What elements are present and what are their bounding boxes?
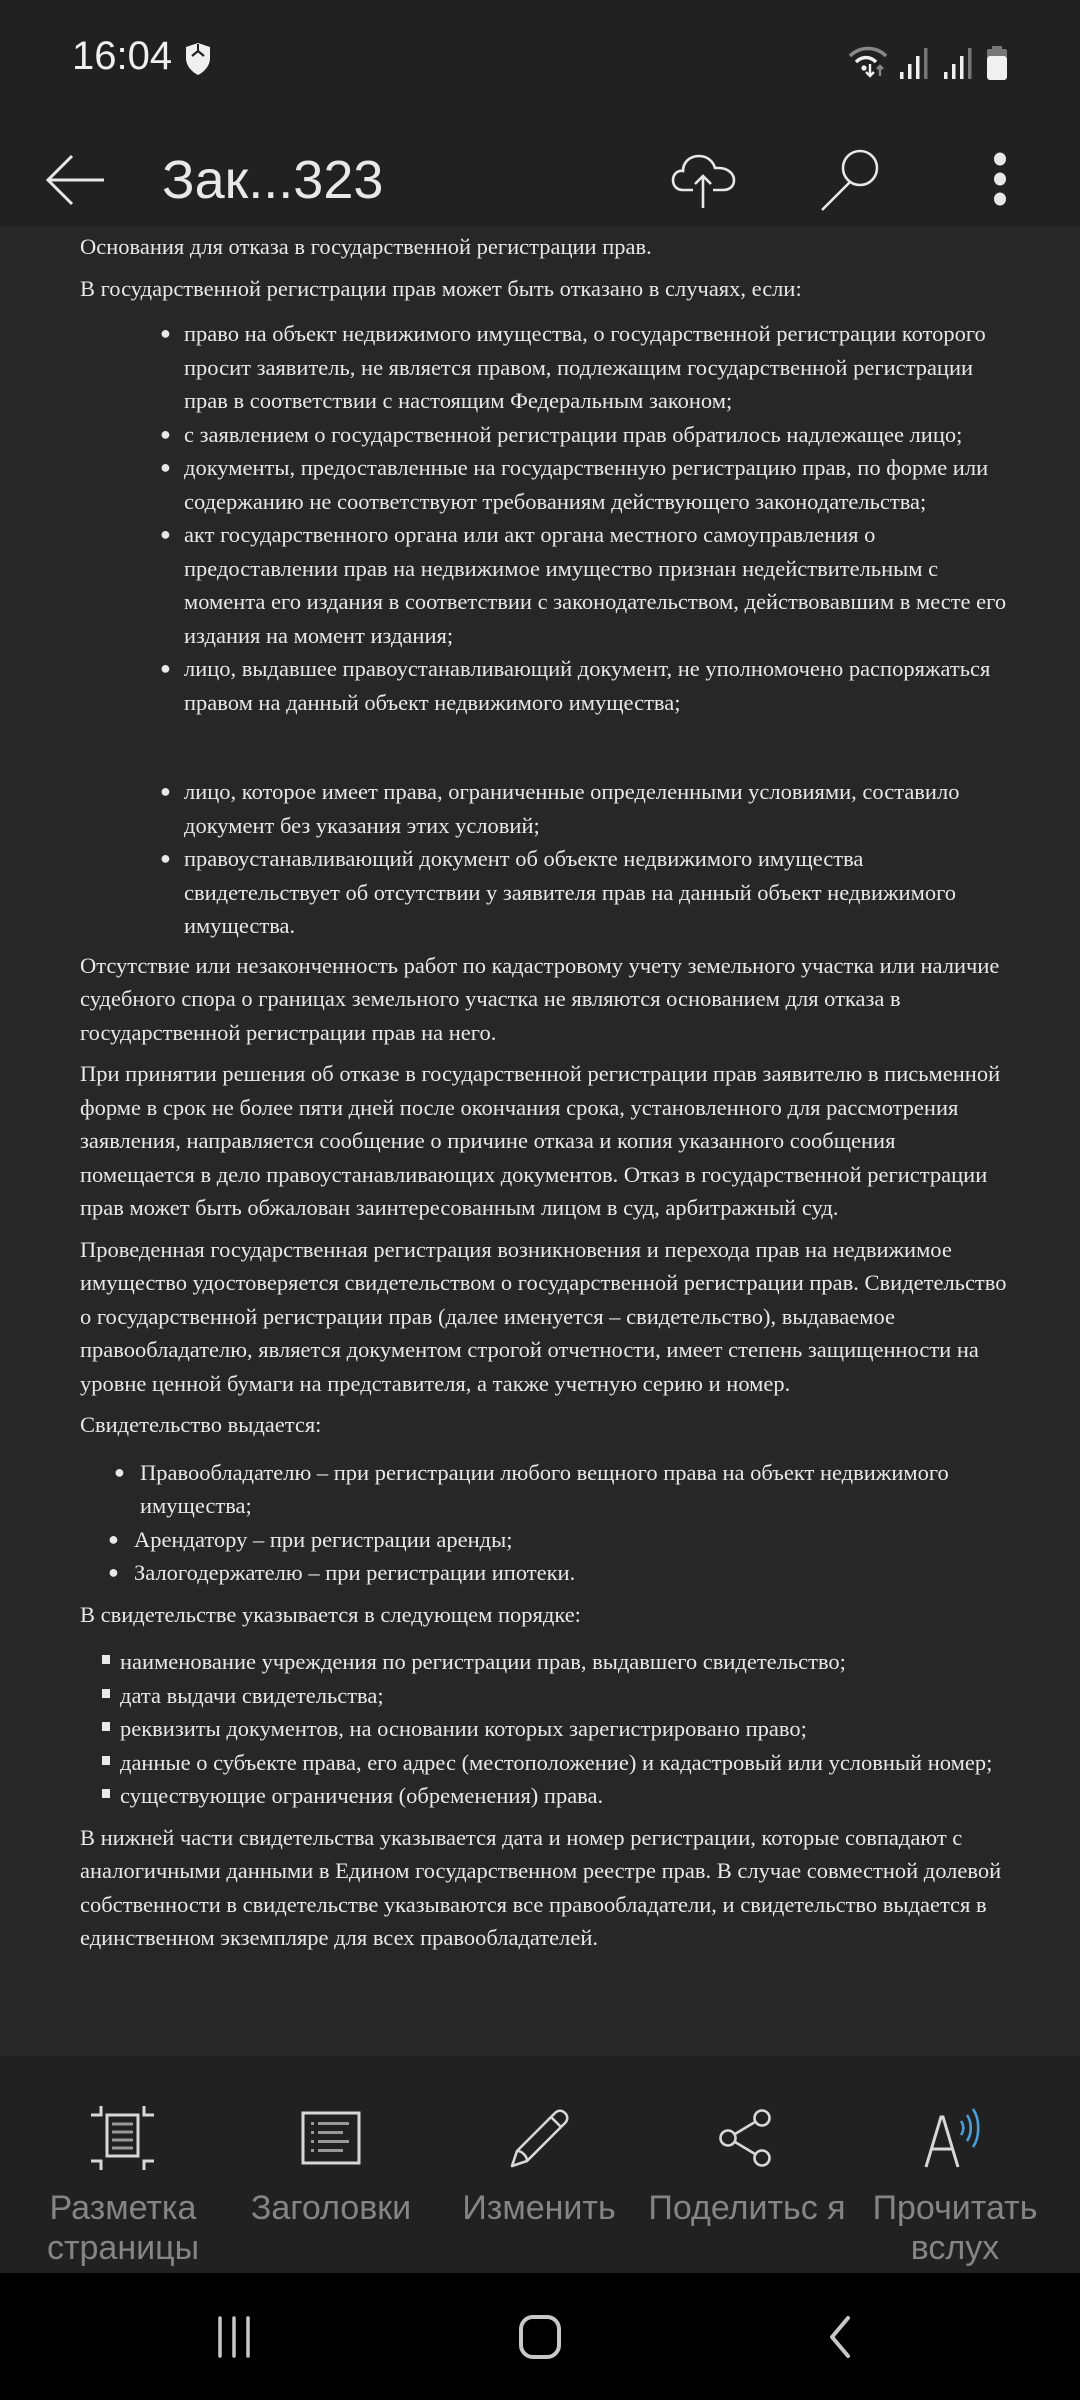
- system-back-button[interactable]: [780, 2297, 900, 2377]
- paragraph: В государственной регистрации прав может быть отказано в случаях, если:: [80, 275, 802, 301]
- issued-to-list: [108, 1456, 1010, 1590]
- back-button[interactable]: [36, 136, 116, 224]
- list-item: наименование учреждения по регистрации прав, выдавшего свидетельство;: [102, 1645, 1010, 1679]
- square-bullet-icon: [102, 1655, 110, 1664]
- headings-button[interactable]: [226, 2098, 436, 2273]
- bullet-icon: ●: [108, 1562, 119, 1582]
- square-bullet-icon: [102, 1689, 110, 1698]
- read-aloud-icon: [924, 2107, 986, 2169]
- recents-icon: [216, 2316, 256, 2358]
- list-item: ● право на объект недвижимого имущества, о государственной регистрации которого просит заявитель, не является правом, подлежащим государственной регистрации прав в соответствии с настоящим Федеральным законом;: [160, 317, 1010, 418]
- list-item: ● Залогодержателю – при регистрации ипотеки.: [108, 1556, 1010, 1590]
- status-time: 16:04: [72, 34, 173, 78]
- bullet-icon: ●: [108, 1528, 119, 1549]
- page-layout-icon: [91, 2106, 155, 2170]
- more-options-button[interactable]: [956, 136, 1044, 224]
- document-title: Зак...323: [162, 150, 384, 210]
- back-arrow-icon: [46, 154, 106, 206]
- read-aloud-button[interactable]: [850, 2098, 1060, 2273]
- bullet-icon: ●: [160, 781, 171, 801]
- bullet-icon: ●: [160, 423, 171, 444]
- bullet-icon: ●: [160, 848, 171, 868]
- toolbar-label: Разметка страницы: [46, 2189, 200, 2267]
- list-item: ● акт государственного органа или акт органа местного самоуправления о предоставлении прав на недвижимое имущество признан недействительным с момента его издания в соответствии с законодательством, действовавшим в месте его издания на момент издания;: [160, 518, 1010, 652]
- battery-icon: [986, 46, 1008, 80]
- square-bullet-icon: [102, 1722, 110, 1731]
- list-item: ● Арендатору – при регистрации аренды;: [108, 1523, 1010, 1557]
- list-item: дата выдачи свидетельства;: [102, 1679, 1010, 1713]
- paragraph: При принятии решения об отказе в государственной регистрации прав заявителю в письменной форме в срок не более пяти дней после окончания срока, установленного для рассмотрения заявления, направляется сообщение о причине отказа и копия указанного сообщения помещается в дело правоустанавливающих документов. Отказ в государственной регистрации прав может быть обжалован заинтересованным лицом в суд, арбитражный суд.: [80, 1061, 1001, 1220]
- system-nav-bar: [0, 2273, 1080, 2400]
- paragraph: Отсутствие или незаконченность работ по кадастровому учету земельного участка или наличие судебного спора о границах земельного участка не являются основанием для отказа в государственной регистрации прав на него.: [80, 952, 1000, 1045]
- cloud-upload-button[interactable]: [660, 136, 748, 224]
- paragraph: Проведенная государственная регистрация возникновения и перехода прав на недвижимое имущество удостоверяется свидетельством о государственной регистрации прав. Свидетельство о государственной регистрации прав (далее именуется – свидетельство), выдаваемое правообладателю, является документом строгой отчетности, имеет степень защищенности на уровне ценной бумаги на представителя, а также учетную серию и номер.: [80, 1236, 1007, 1396]
- home-icon: [518, 2314, 562, 2360]
- headings-list-icon: [301, 2111, 361, 2165]
- app-bar: [0, 120, 1080, 240]
- back-icon: [826, 2315, 854, 2359]
- share-button[interactable]: [642, 2098, 852, 2273]
- bullet-icon: ●: [160, 524, 171, 544]
- pencil-icon: [509, 2108, 569, 2168]
- bullet-icon: ●: [160, 658, 171, 678]
- bottom-toolbar: [0, 2058, 1080, 2273]
- cloud-upload-icon: [671, 150, 737, 210]
- share-icon: [718, 2108, 776, 2168]
- signal-icon: [942, 46, 976, 80]
- toolbar-label: Поделитьс я: [648, 2189, 846, 2227]
- toolbar-label: Прочитать вслух: [872, 2189, 1038, 2267]
- list-item: данные о субъекте права, его адрес (местоположение) и кадастровый или условный номер;: [102, 1746, 1010, 1780]
- list-item: ● с заявлением о государственной регистрации прав обратилось надлежащее лицо;: [160, 418, 1010, 452]
- list-item: существующие ограничения (обременения) права.: [102, 1779, 1010, 1813]
- toolbar-label: Изменить: [462, 2189, 616, 2227]
- home-button[interactable]: [480, 2297, 600, 2377]
- bullet-icon: ●: [114, 1461, 125, 1482]
- list-item: ● Правообладателю – при регистрации любого вещного права на объект недвижимого имущества;: [114, 1456, 1010, 1523]
- list-item: ● лицо, выдавшее правоустанавливающий документ, не уполномочено распоряжаться правом на данный объект недвижимого имущества;: [160, 652, 1010, 719]
- list-item: ● правоустанавливающий документ об объекте недвижимого имущества свидетельствует об отсутствии у заявителя прав на данный объект недвижимого имущества.: [160, 842, 1010, 943]
- shield-icon: [184, 42, 212, 76]
- document-view[interactable]: [0, 226, 1080, 2056]
- paragraph: В нижней части свидетельства указывается дата и номер регистрации, которые совпадают с аналогичными данными в Едином государственном реестре прав. В случае совместной долевой собственности в свидетельстве указываются все правообладатели, и свидетельство выдается в единственном экземпляре для всех правообладателей.: [80, 1824, 1002, 1950]
- paragraph: Свидетельство выдается:: [80, 1412, 322, 1437]
- page-layout-button[interactable]: [18, 2098, 228, 2273]
- paragraph: В свидетельстве указывается в следующем порядке:: [80, 1601, 581, 1627]
- square-bullet-icon: [102, 1789, 110, 1798]
- list-item: ● лицо, которое имеет права, ограниченные определенными условиями, составило документ без указания этих условий;: [160, 775, 1010, 842]
- list-item: реквизиты документов, на основании которых зарегистрировано право;: [102, 1712, 1010, 1746]
- signal-icon: [898, 46, 932, 80]
- wifi-icon: [848, 44, 888, 80]
- recents-button[interactable]: [176, 2297, 296, 2377]
- list-item: ● документы, предоставленные на государственную регистрацию прав, по форме или содержанию не соответствуют требованиям действующего законодательства;: [160, 451, 1010, 518]
- search-button[interactable]: [806, 136, 894, 224]
- more-vert-icon: [992, 152, 1008, 208]
- bullet-icon: ●: [160, 323, 171, 343]
- document-content: [80, 226, 1010, 1963]
- refusal-reasons-list: [160, 317, 1010, 943]
- status-bar: [0, 0, 1080, 120]
- bullet-icon: ●: [160, 457, 171, 477]
- paragraph: Основания для отказа в государственной регистрации прав.: [80, 234, 652, 259]
- edit-button[interactable]: [434, 2098, 644, 2273]
- status-icons: [848, 40, 1008, 80]
- search-icon: [818, 148, 882, 212]
- certificate-fields-list: [102, 1645, 1010, 1813]
- toolbar-label: Заголовки: [250, 2189, 412, 2227]
- blank-gap: [160, 719, 1010, 775]
- square-bullet-icon: [102, 1756, 110, 1765]
